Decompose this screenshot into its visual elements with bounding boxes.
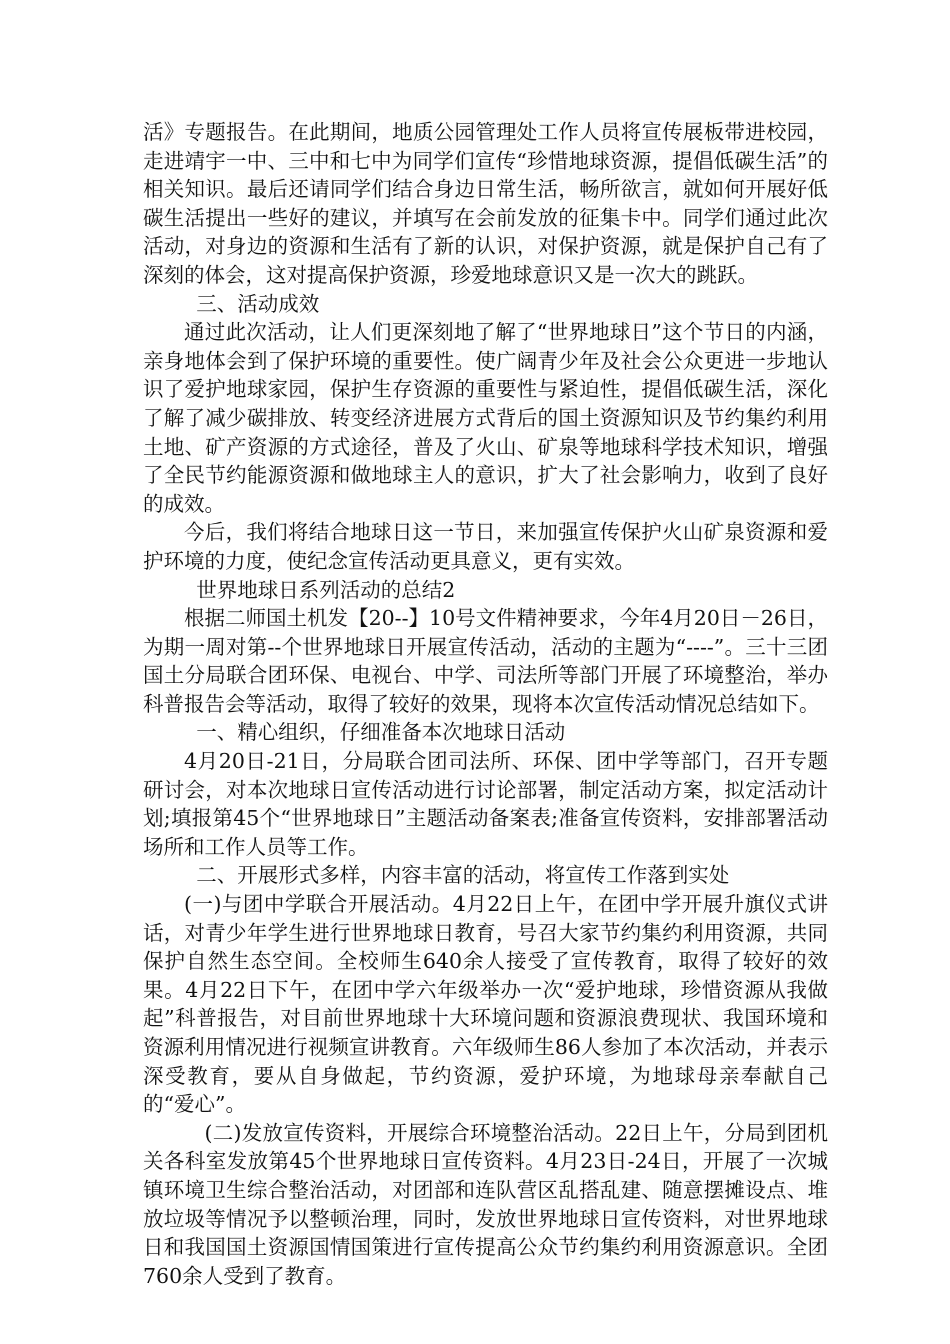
section-heading-organize: 一、精心组织，仔细准备本次地球日活动	[196, 720, 566, 745]
paragraph-activity-2: (二)发放宣传资料，开展综合环境整治活动。22日上午，分局到团机关各科室发放第45个世界地球日宣传资料。4月23日-24日，开展了一次城镇环境卫生综合整治活动，对团部和连队营区乱搭乱建、随意摆摊设点、堆放垃圾等情况予以整顿治理，同时，发放世界地球日宣传资料，对世界地球日和我国国土资源国情国策进行宣传提高公众节约集约利用资源意识。全团760余人受到了教育。	[143, 1120, 828, 1288]
paragraph-results: 通过此次活动，让人们更深刻地了解了“世界地球日”这个节日的内涵，亲身地体会到了保护环境的重要性。使广阔青少年及社会公众更进一步地认识了爱护地球家园，保护生存资源的重要性与紧迫性，提倡低碳生活，深化了解了减少碳排放、转变经济进展方式背后的国土资源知识及节约集约利用土地、矿产资源的方式途径，普及了火山、矿泉等地球科学技术知识，增强了全民节约能源资源和做地球主人的意识，扩大了社会影响力，收到了良好的成效。	[143, 320, 828, 516]
paragraph-organize: 4月20日-21日，分局联合团司法所、环保、团中学等部门，召开专题研讨会，对本次地球日宣传活动进行讨论部署，制定活动方案，拟定活动计划;填报第45个“世界地球日”主题活动备案表;准备宣传资料，安排部署活动场所和工作人员等工作。	[143, 749, 828, 859]
paragraph-activity-1: (一)与团中学联合开展活动。4月22日上午，在团中学开展升旗仪式讲话，对青少年学生进行世界地球日教育，号召大家节约集约利用资源，共同保护自然生态空间。全校师生640余人接受了宣传教育，取得了较好的效果。4月22日下午，在团中学六年级举办一次“爱护地球，珍惜资源从我做起”科普报告，对目前世界地球十大环境问题和资源浪费现状、我国环境和资源利用情况进行视频宣讲教育。六年级师生86人参加了本次活动，并表示深受教育，要从自身做起，节约资源，爱护环境，为地球母亲奉献自己的“爱心”。	[143, 892, 828, 1117]
document-subtitle-2: 世界地球日系列活动的总结2	[196, 577, 456, 602]
section-heading-results: 三、活动成效	[196, 291, 320, 316]
paragraph-intro-2: 根据二师国土机发【20--】10号文件精神要求，今年4月20日－26日，为期一周对第--个世界地球日开展宣传活动，活动的主题为“----”。三十三团国土分局联合团环保、电视台、中学、司法所等部门开展了环境整治，举办科普报告会等活动，取得了较好的效果，现将本次宣传活动情况总结如下。	[143, 606, 828, 716]
document-page	[143, 118, 828, 1290]
paragraph-continuation: 活》专题报告。在此期间，地质公园管理处工作人员将宣传展板带进校园，走进靖宇一中、三中和七中为同学们宣传“珍惜地球资源，提倡低碳生活”的相关知识。最后还请同学们结合身边日常生活，畅所欲言，就如何开展好低碳生活提出一些好的建议，并填写在会前发放的征集卡中。同学们通过此次活动，对身边的资源和生活有了新的认识，对保护资源，就是保护自己有了深刻的体会，这对提高保护资源，珍爱地球意识又是一次大的跳跃。	[143, 120, 828, 287]
section-heading-activities: 二、开展形式多样，内容丰富的活动，将宣传工作落到实处	[196, 863, 730, 888]
paragraph-future: 今后，我们将结合地球日这一节日，来加强宣传保护火山矿泉资源和爱护环境的力度，使纪念宣传活动更具意义，更有实效。	[143, 520, 828, 573]
